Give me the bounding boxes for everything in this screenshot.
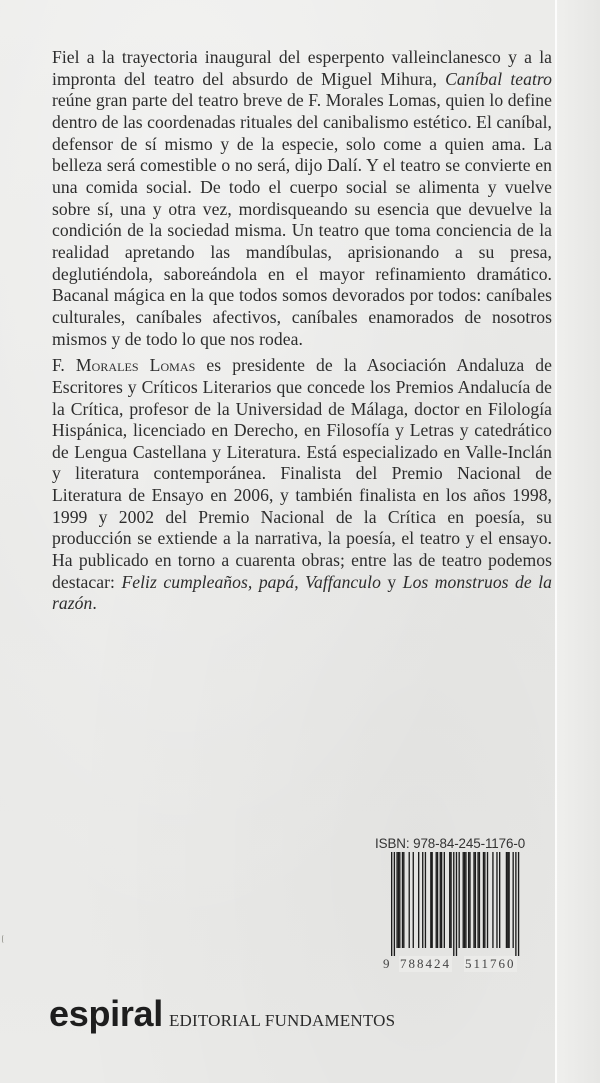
cover-scuff-mark xyxy=(2,935,7,943)
barcode-bar xyxy=(513,852,514,948)
barcode-bar xyxy=(437,852,438,948)
barcode-bar xyxy=(487,852,488,948)
text-run: Fiel a la trayectoria inaugural del esperpento valleinclanesco y a la impronta del teatro del absurdo de Miguel Mihura, xyxy=(52,47,552,89)
blurb-text xyxy=(52,47,552,615)
barcode-bar xyxy=(499,852,500,948)
barcode-bar xyxy=(464,852,465,948)
ean13-barcode xyxy=(383,852,521,971)
isbn-label: ISBN: 978-84-245-1176-0 xyxy=(375,836,526,851)
barcode-bar xyxy=(484,852,485,948)
barcode-bar xyxy=(477,852,478,948)
barcode-bar xyxy=(391,852,392,956)
barcode-bar xyxy=(459,852,460,948)
barcode-bar xyxy=(418,852,419,948)
barcode-bar xyxy=(430,852,431,948)
synopsis-paragraph xyxy=(52,47,552,350)
barcode-bar xyxy=(432,852,433,948)
barcode-bar xyxy=(440,852,441,948)
italic-title: Los monstruos de la razón xyxy=(52,571,553,614)
barcode-digits-left: 788424 xyxy=(400,956,451,971)
barcode-bar xyxy=(453,852,454,956)
barcode-bar xyxy=(413,852,414,948)
barcode-bar xyxy=(496,852,497,948)
publisher-name: EDITORIAL FUNDAMENTOS xyxy=(168,1011,396,1030)
barcode-bar xyxy=(469,852,470,948)
barcode-bar xyxy=(425,852,426,948)
barcode-bar xyxy=(422,852,423,948)
barcode-bar xyxy=(506,852,507,948)
text-run: es presidente de la Asociación Andaluza de Escritores y Críticos Literarios que concede los Premios Andalucía de la Crítica, profesor de la Universidad de Málaga, doctor en Filología Hispánica, licenciado en Derecho, en Filosofía y Letras y catedrático de Lengua Castellana y Literatura. Está especializado en Valle-Inclán y literatura contemporánea. Finalista del Premio Nacional de Literatura de Ensayo en 2006, y también finalista en los años 1998, 1999 y 2002 del Premio Nacional de la Crítica en poesía, su producción se extiende a la narrativa, la poesía, el teatro y el ensayo. Ha publicado en torno a cuarenta obras; entre las de teatro podemos destacar: xyxy=(52,355,552,592)
author-bio-paragraph xyxy=(52,355,552,615)
author-name: F. Morales Lomas xyxy=(52,355,196,376)
barcode-bar xyxy=(394,852,395,956)
barcode-bar xyxy=(473,852,474,948)
barcode-bar xyxy=(508,852,509,948)
italic-title: Caníbal teatro xyxy=(445,68,552,89)
barcode-bar xyxy=(479,852,480,948)
barcode-bar xyxy=(403,852,404,948)
barcode-bar xyxy=(463,852,464,948)
barcode-bar xyxy=(409,852,410,948)
barcode-bar xyxy=(483,852,484,948)
publisher-logo: espiral xyxy=(49,993,163,1034)
barcode-bar xyxy=(436,852,437,948)
barcode-bar xyxy=(475,852,476,948)
barcode-bars xyxy=(383,852,521,960)
barcode-bar xyxy=(396,852,397,948)
barcode-bar xyxy=(468,852,469,948)
barcode-digit-first: 9 xyxy=(383,956,392,971)
barcode-bar xyxy=(441,852,442,948)
text-run: y xyxy=(380,571,403,592)
barcode-bar xyxy=(450,852,451,948)
spine-strip xyxy=(557,0,600,1083)
barcode-bar xyxy=(518,852,519,956)
barcode-digits xyxy=(383,956,533,974)
publisher-imprint xyxy=(49,993,395,1038)
barcode-bar xyxy=(507,852,508,948)
barcode-bar xyxy=(515,852,516,956)
barcode-bar xyxy=(399,852,400,948)
italic-title: Vaffanculo xyxy=(305,571,381,592)
text-run: , xyxy=(294,571,306,592)
barcode-bar xyxy=(456,852,457,956)
barcode-bar xyxy=(444,852,445,948)
text-run: . xyxy=(92,593,97,614)
barcode-digits-right: 511760 xyxy=(465,956,516,971)
isbn-block xyxy=(375,836,526,971)
barcode-bar xyxy=(492,852,493,948)
barcode-bar xyxy=(465,852,466,948)
barcode-bar xyxy=(398,852,399,948)
text-run: reúne gran parte del teatro breve de F. Morales Lomas, quien lo define dentro de las coordenadas rituales del canibalismo estético. El caníbal, defensor de sí mismo y de la especie, solo come a quien ama. La belleza será comestible o no será, dijo Dalí. Y el teatro se convierte en una comida social. De todo el cuerpo social se alimenta y vuelve sobre sí, una y otra vez, mordisqueando su esencia que devuelve la condición de la sociedad misma. Un teatro que toma conciencia de la realidad apretando las mandíbulas, aprisionando a su presa, deglutiéndola, saboreándola en el mayor refinamiento dramático. Bacanal mágica en la que todos somos devorados por todos: caníbales culturales, caníbales afectivos, caníbales enamorados de nosotros mismos y de todo lo que nos rodea. xyxy=(52,90,552,349)
barcode-bar xyxy=(449,852,450,948)
italic-title: Feliz cumpleaños, papá xyxy=(121,571,295,592)
barcode-bar xyxy=(402,852,403,948)
